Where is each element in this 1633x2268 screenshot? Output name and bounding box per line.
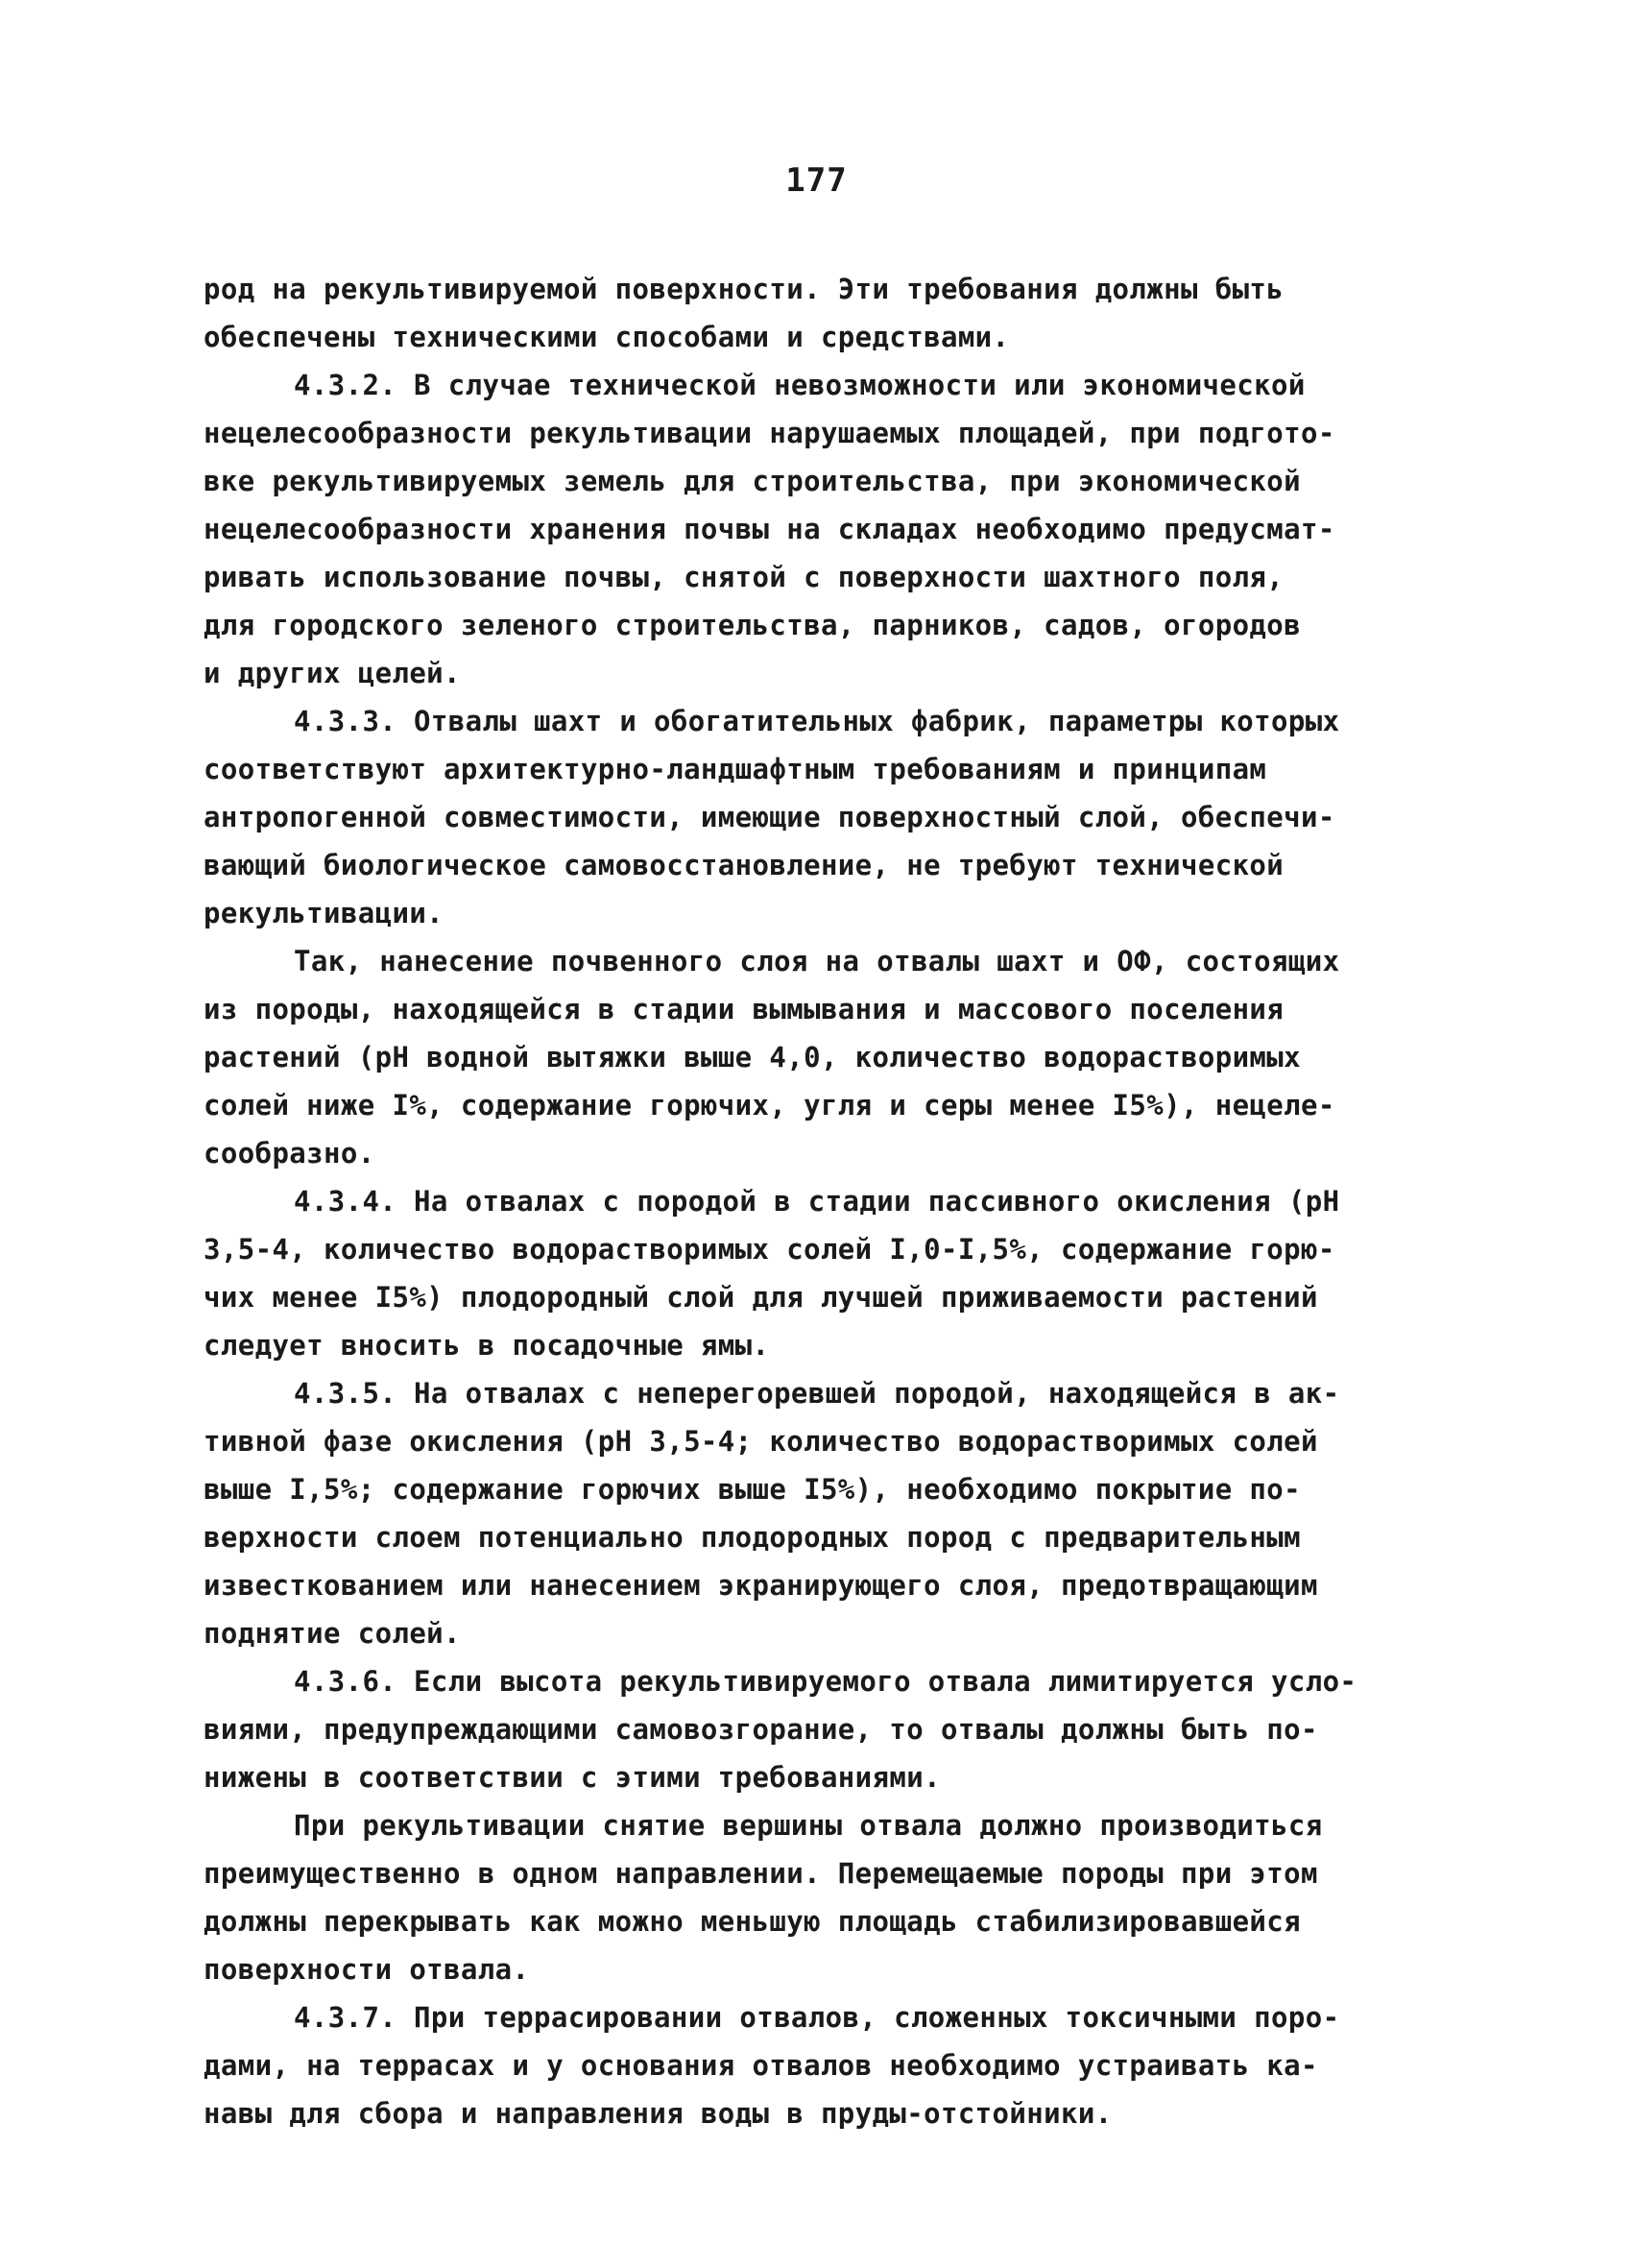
text-line: нецелесообразности хранения почвы на складах необходимо предусмат-: [204, 513, 1335, 545]
text-line: При рекультивации снятие вершины отвала должно производиться: [294, 1809, 1323, 1842]
text-line: сообразно.: [204, 1137, 375, 1170]
text-line: обеспечены техническими способами и средствами.: [204, 321, 1010, 353]
text-line: 4.3.6. Если высота рекультивируемого отвала лимитируется усло-: [294, 1665, 1357, 1698]
text-line: выше I,5%; содержание горючих выше I5%), необходимо покрытие по-: [204, 1473, 1302, 1506]
text-line: рекультивации.: [204, 897, 444, 929]
body-text: [204, 265, 1442, 2137]
text-line: ривать использование почвы, снятой с поверхности шахтного поля,: [204, 561, 1285, 593]
text-line: следует вносить в посадочные ямы.: [204, 1329, 770, 1362]
text-line: солей ниже I%, содержание горючих, угля и серы менее I5%), нецеле-: [204, 1089, 1335, 1122]
text-line: 4.3.4. На отвалах с породой в стадии пассивного окисления (рН: [294, 1185, 1340, 1218]
text-line: навы для сбора и направления воды в пруды-отстойники.: [204, 2097, 1113, 2130]
text-line: из породы, находящейся в стадии вымывания и массового поселения: [204, 993, 1285, 1025]
text-line: известкованием или нанесением экранирующего слоя, предотвращающим: [204, 1569, 1318, 1602]
text-line: 3,5-4, количество водорастворимых солей I,0-I,5%, содержание горю-: [204, 1233, 1335, 1266]
text-line: 4.3.3. Отвалы шахт и обогатительных фабрик, параметры которых: [294, 705, 1340, 737]
text-line: соответствуют архитектурно-ландшафтным требованиям и принципам: [204, 753, 1267, 785]
text-line: 4.3.2. В случае технической невозможности или экономической: [294, 369, 1306, 401]
text-line: и других целей.: [204, 657, 461, 689]
text-line: верхности слоем потенциально плодородных пород с предварительным: [204, 1521, 1302, 1554]
text-line: 4.3.7. При террасировании отвалов, сложенных токсичными поро-: [294, 2001, 1340, 2034]
text-line: вающий биологическое самовосстановление, не требуют технической: [204, 849, 1285, 881]
text-line: нижены в соответствии с этими требованиями.: [204, 1761, 941, 1794]
text-line: тивной фазе окисления (рН 3,5-4; количество водорастворимых солей: [204, 1425, 1318, 1458]
text-line: поднятие солей.: [204, 1617, 461, 1650]
text-line: растений (рН водной вытяжки выше 4,0, количество водорастворимых: [204, 1041, 1302, 1074]
text-line: 4.3.5. На отвалах с неперегоревшей породой, находящейся в ак-: [294, 1377, 1340, 1410]
text-line: род на рекультивируемой поверхности. Эти требования должны быть: [204, 273, 1285, 305]
text-line: должны перекрывать как можно меньшую площадь стабилизировавшейся: [204, 1905, 1302, 1938]
text-line: дами, на террасах и у основания отвалов необходимо устраивать ка-: [204, 2049, 1318, 2082]
text-line: антропогенной совместимости, имеющие поверхностный слой, обеспечи-: [204, 801, 1335, 833]
text-line: преимущественно в одном направлении. Перемещаемые породы при этом: [204, 1857, 1318, 1890]
text-line: виями, предупреждающими самовозгорание, то отвалы должны быть по-: [204, 1713, 1318, 1746]
text-line: вке рекультивируемых земель для строительства, при экономической: [204, 465, 1302, 497]
text-line: Так, нанесение почвенного слоя на отвалы шахт и ОФ, состоящих: [294, 945, 1340, 977]
page-number: 177: [785, 161, 848, 200]
text-line: поверхности отвала.: [204, 1953, 530, 1986]
text-line: для городского зеленого строительства, парников, садов, огородов: [204, 609, 1302, 641]
text-line: чих менее I5%) плодородный слой для лучшей приживаемости растений: [204, 1281, 1318, 1314]
text-line: нецелесообразности рекультивации нарушаемых площадей, при подгото-: [204, 417, 1335, 449]
